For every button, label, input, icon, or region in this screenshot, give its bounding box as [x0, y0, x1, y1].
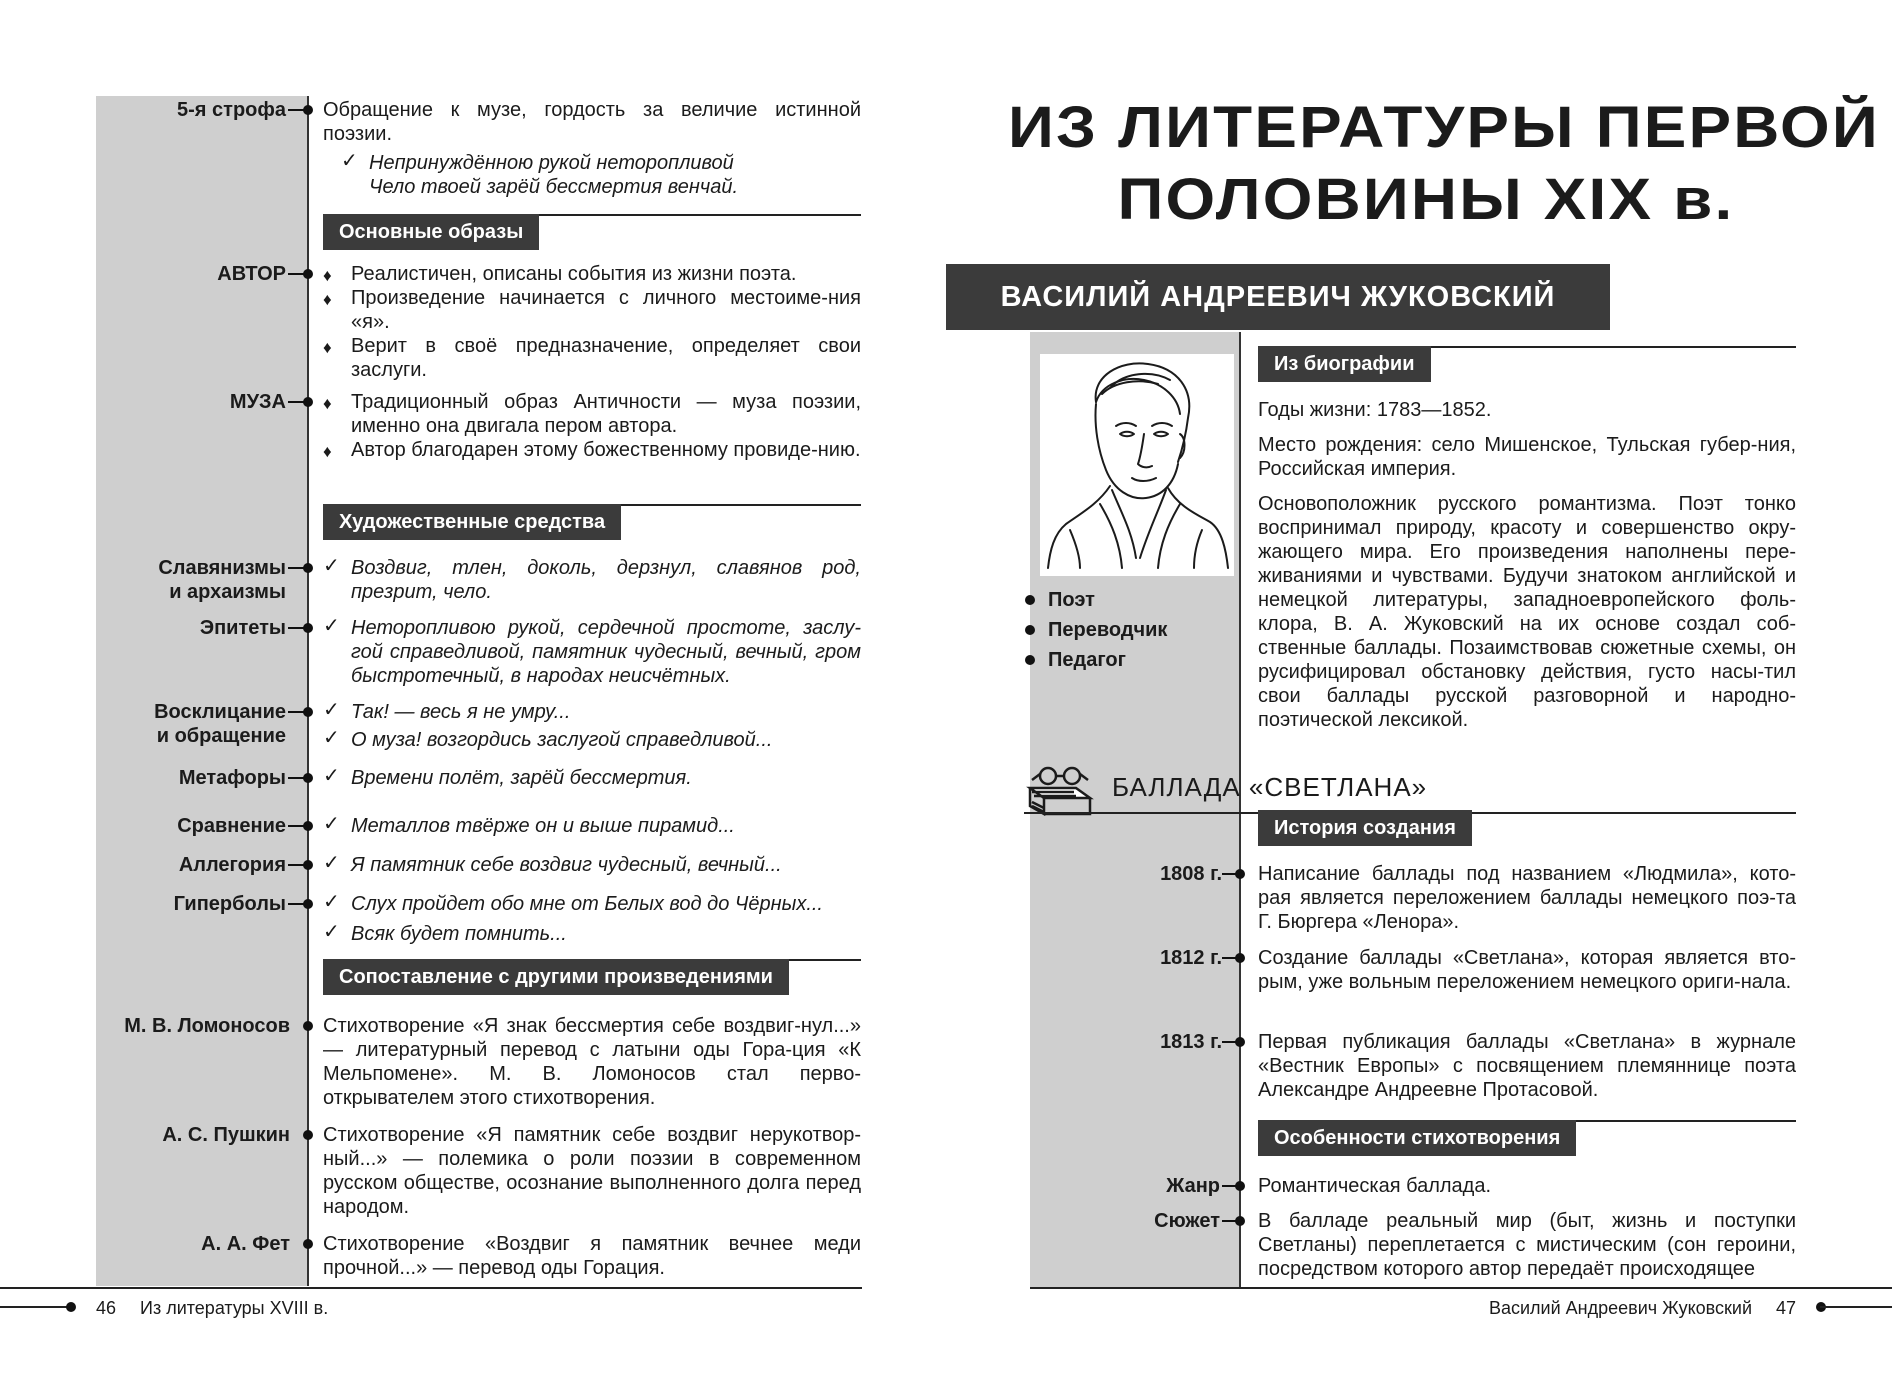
chapter-title: ИЗ ЛИТЕРАТУРЫ ПЕРВОЙ: [1008, 95, 1880, 160]
bullet-dot: [1235, 1216, 1245, 1226]
role-poet: Поэт: [1048, 589, 1095, 611]
check-icon: ✓: [323, 921, 340, 943]
check-icon: ✓: [323, 615, 340, 637]
bullet-dot: [1025, 595, 1035, 605]
check-icon: ✓: [323, 727, 340, 749]
author-item: Произведение начинается с личного местоиме-ния «я».: [351, 287, 861, 333]
stanza-label: 5-я строфа: [177, 99, 286, 121]
ballad-title: БАЛЛАДА «СВЕТЛАНА»: [1112, 772, 1428, 802]
means-example: О муза! возгордись заслугой справедливой...: [351, 729, 773, 751]
bio-birthplace: Место рождения: село Мишенское, Тульская губер-ния, Российская империя.: [1258, 434, 1796, 480]
section-heading-biography: Из биографии: [1258, 346, 1431, 382]
section-heading-features: Особенности стихотворения: [1258, 1120, 1576, 1156]
stanza-quote-line: Чело твоей зарёй бессмертия венчай.: [369, 176, 739, 198]
bio-years: Годы жизни: 1783—1852.: [1258, 399, 1492, 421]
muse-item: Традиционный образ Античности — муза поэзии, именно она двигала пером автора.: [351, 391, 861, 437]
check-icon: ✓: [323, 555, 340, 577]
footer-line: [0, 1306, 70, 1308]
means-example: Воздвиг, тлен, доколь, дерзнул, славянов род, презрит, чело.: [351, 557, 861, 603]
means-label: Гиперболы: [173, 893, 286, 915]
diamond-icon: ♦: [323, 290, 332, 309]
section-heading-means: Художественные средства: [323, 504, 621, 540]
muse-item: Автор благодарен этому божественному провиде-нию.: [351, 439, 861, 461]
bullet-dot: [1025, 655, 1035, 665]
plot-label: Сюжет: [1154, 1210, 1220, 1232]
bullet-dot: [1235, 1181, 1245, 1191]
muse-label: МУЗА: [229, 391, 286, 413]
role-translator: Переводчик: [1048, 619, 1168, 641]
history-year: 1813 г.: [1160, 1031, 1222, 1053]
history-year: 1808 г.: [1160, 863, 1222, 885]
compare-text: Стихотворение «Я знак бессмертия себе воздвиг-нул...» — литературный перевод с латыни оды Гора-ция «К Мельпомене». М. В. Ломоносов стал перво-открывателем этого стихотворения.: [323, 1015, 861, 1109]
running-title: Из литературы XVIII в.: [140, 1298, 329, 1318]
bullet-dot: [303, 1239, 313, 1249]
means-example: Времени полёт, зарёй бессмертия.: [351, 767, 692, 789]
means-label: и обращение: [156, 725, 286, 747]
compare-label: А. С. Пушкин: [162, 1124, 290, 1146]
check-icon: ✓: [323, 765, 340, 787]
means-label: Эпитеты: [199, 617, 286, 639]
section-heading-history: История создания: [1258, 810, 1472, 846]
means-example: Неторопливою рукой, сердечной простоте, заслу-гой справедливой, памятник чудесный, вечный, гром быстротечный, в народах неисчётных.: [351, 617, 861, 687]
means-label: и архаизмы: [169, 581, 286, 603]
bullet-dot: [303, 397, 313, 407]
bullet-dot: [66, 1302, 76, 1312]
bullet-dot: [1235, 869, 1245, 879]
compare-label: А. А. Фет: [201, 1233, 290, 1255]
history-text: Написание баллады под названием «Людмила», кото-рая является переложением баллады немецкого поэ-та Г. Бюргера «Ленора».: [1258, 863, 1796, 933]
means-example: Так! — весь я не умру...: [351, 701, 571, 723]
author-item: Верит в своё предназначение, определяет свои заслуги.: [351, 335, 861, 381]
genre-label: Жанр: [1166, 1175, 1220, 1197]
page-number: 46: [96, 1298, 117, 1318]
footer-rule: [0, 1287, 862, 1289]
bullet-dot: [1235, 953, 1245, 963]
history-year: 1812 г.: [1160, 947, 1222, 969]
means-example: Всяк будет помнить...: [351, 923, 567, 945]
history-text: Первая публикация баллады «Светлана» в журнале «Вестник Европы» с посвящением племяннице поэта Александре Андреевне Протасовой.: [1258, 1031, 1796, 1101]
genre-text: Романтическая баллада.: [1258, 1175, 1492, 1197]
bullet-dot: [303, 773, 313, 783]
diamond-icon: ♦: [323, 338, 332, 357]
right-timeline-line: [1239, 332, 1241, 1287]
means-label: Сравнение: [177, 815, 286, 837]
chapter-title: ПОЛОВИНЫ XIX в.: [1117, 167, 1735, 232]
means-label: Аллегория: [178, 854, 286, 876]
check-icon: ✓: [323, 813, 340, 835]
means-example: Слух пройдет обо мне от Белых вод до Чёрных...: [351, 893, 823, 915]
stanza-text: Обращение к музе, гордость за величие истинной поэзии.: [323, 99, 861, 145]
check-icon: ✓: [323, 699, 340, 721]
section-heading-images: Основные образы: [323, 214, 539, 250]
means-label: Восклицание: [154, 701, 286, 723]
plot-text: В балладе реальный мир (быт, жизнь и поступки Светланы) переплетается с мистическим (сон героини, посредством которого автор передаёт происходящее: [1258, 1210, 1796, 1280]
bullet-dot: [303, 1021, 313, 1031]
bullet-dot: [303, 1130, 313, 1140]
means-example: Я памятник себе воздвиг чудесный, вечный...: [351, 854, 782, 876]
check-icon: ✓: [323, 852, 340, 874]
compare-text: Стихотворение «Я памятник себе воздвиг нерукотвор-ный...» — полемика о роли поэзии в современном русском обществе, осознание выполненного долга перед народом.: [323, 1124, 861, 1218]
footer-line: [1820, 1306, 1892, 1308]
bullet-dot: [303, 269, 313, 279]
check-icon: ✓: [323, 891, 340, 913]
bio-text: Основоположник русского романтизма. Поэт тонко воспринимал природу, красоту и совершенство окру-жающего мира. Его произведения наполнены пере-живаниями и чувствами. Будучи знатоком английской и немецкой литературы, западноевропейского фоль-клора, В. А. Жуковский на их основе создал соб-ственные баллады. Позаимствовав сюжетные схемы, он русифицировал обстановку действия, густо насы-тил свои баллады русской разговорной и народно-поэтической лексикой.: [1258, 493, 1796, 731]
diamond-icon: ♦: [323, 442, 332, 461]
book-glasses-icon: [1024, 762, 1096, 816]
diamond-icon: ♦: [323, 394, 332, 413]
footer-rule: [1030, 1287, 1892, 1289]
means-label: Славянизмы: [158, 557, 286, 579]
compare-text: Стихотворение «Воздвиг я памятник вечнее меди прочной...» — перевод оды Горация.: [323, 1233, 861, 1279]
bullet-dot: [303, 821, 313, 831]
diamond-icon: ♦: [323, 266, 332, 285]
page-number: 47: [1776, 1298, 1797, 1318]
means-example: Металлов твёрже он и выше пирамид...: [351, 815, 735, 837]
means-label: Метафоры: [178, 767, 286, 789]
history-text: Создание баллады «Светлана», которая является вто-рым, уже вольным переложением немецкого ориги-нала.: [1258, 947, 1796, 993]
running-title: Василий Андреевич Жуковский: [1488, 1298, 1752, 1318]
bullet-dot: [303, 563, 313, 573]
author-item: Реалистичен, описаны события из жизни поэта.: [351, 263, 797, 285]
author-name-banner: ВАСИЛИЙ АНДРЕЕВИЧ ЖУКОВСКИЙ: [946, 264, 1610, 330]
bullet-dot: [303, 899, 313, 909]
check-icon: ✓: [341, 150, 358, 172]
section-heading-compare: Сопоставление с другими произведениями: [323, 959, 789, 995]
bullet-dot: [303, 623, 313, 633]
bullet-dot: [303, 707, 313, 717]
bullet-dot: [303, 105, 313, 115]
author-portrait: [1040, 354, 1234, 576]
role-teacher: Педагог: [1048, 649, 1126, 671]
bullet-dot: [1235, 1037, 1245, 1047]
stanza-quote-line: Непринуждённою рукой неторопливой: [369, 152, 734, 174]
bullet-dot: [303, 860, 313, 870]
compare-label: М. В. Ломоносов: [124, 1015, 290, 1037]
author-label: АВТОР: [217, 263, 286, 285]
bullet-dot: [1025, 625, 1035, 635]
